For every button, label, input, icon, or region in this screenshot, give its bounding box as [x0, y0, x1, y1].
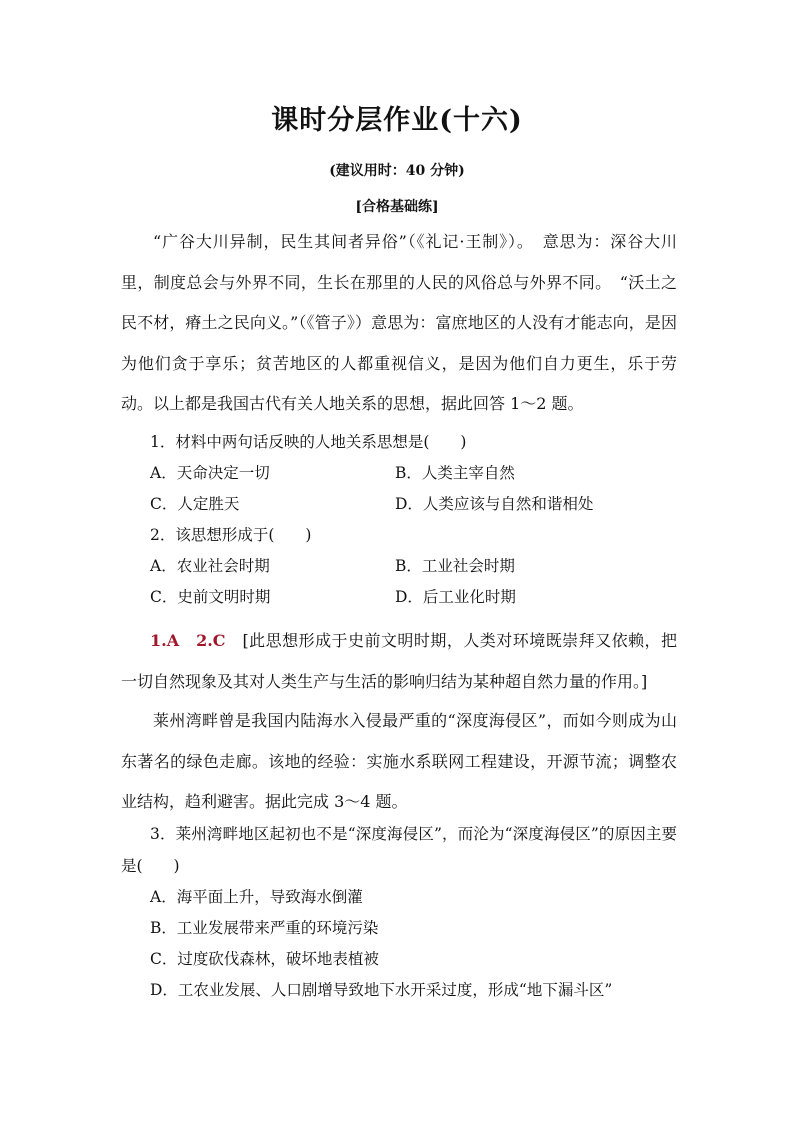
- q2-option-a: A．农业社会时期: [150, 557, 270, 575]
- q1-option-b: B．人类主宰自然: [395, 464, 515, 482]
- question-3-stem: 3．莱州湾畔地区起初也不是“深度海侵区”，而沦为“深度海侵区”的原因主要是( ): [121, 825, 677, 875]
- q3-option-b: B．工业发展带来严重的环境污染: [150, 919, 379, 937]
- question-2-stem: 2．该思想形成于( ): [150, 526, 312, 544]
- q2-option-b: B．工业社会时期: [395, 557, 515, 575]
- q1-option-a: A．天命决定一切: [150, 464, 270, 482]
- reading-passage-2: 莱州湾畔曾是我国内陆海水入侵最严重的“深度海侵区”，而如今则成为山东著名的绿色走廊。该地的经验：实施水系联网工程建设，开源节流；调整农业结构，趋利避害。据此完成 3～4 题。: [121, 711, 677, 811]
- page-title: 课时分层作业(十六): [271, 105, 523, 136]
- q1-option-d: D．人类应该与自然和谐相处: [395, 495, 594, 513]
- section-heading: [合格基础练]: [355, 199, 439, 215]
- q3-option-c: C．过度砍伐森林，破坏地表植被: [150, 950, 379, 968]
- q3-option-a: A．海平面上升，导致海水倒灌: [150, 888, 363, 906]
- reading-passage-1: “广谷大川异制，民生其间者异俗”（《礼记·王制》）。 意思为：深谷大川里，制度总会与外界不同，生长在那里的人民的风俗总与外界不同。 “沃土之民不材，瘠土之民向义。”（《管子》）意思为：富庶地区的人没有才能志向，是因为他们贪于享乐；贫苦地区的人都重视信义，是因为他们自力更生，乐于劳动。以上都是我国古代有关人地关系的思想，据此回答 1～2 题。: [121, 232, 677, 413]
- answer-key: 1.A 2.C: [150, 631, 226, 650]
- q1-option-c: C．人定胜天: [150, 495, 240, 513]
- time-suggestion: (建议用时：40 分钟): [329, 163, 465, 179]
- q3-option-d: D．工农业发展、人口剧增导致地下水开采过度，形成“地下漏斗区”: [150, 981, 613, 999]
- question-1-stem: 1．材料中两句话反映的人地关系思想是( ): [150, 433, 467, 451]
- q2-option-c: C．史前文明时期: [150, 588, 271, 606]
- answer-explanation: [此思想形成于史前文明时期，人类对环境既崇拜又依赖，把一切自然现象及其对人类生产与生活的影响归结为某种超自然力量的作用。]: [121, 631, 678, 691]
- answer-block-1-2: [121, 621, 677, 702]
- q2-option-d: D．后工业化时期: [395, 588, 516, 606]
